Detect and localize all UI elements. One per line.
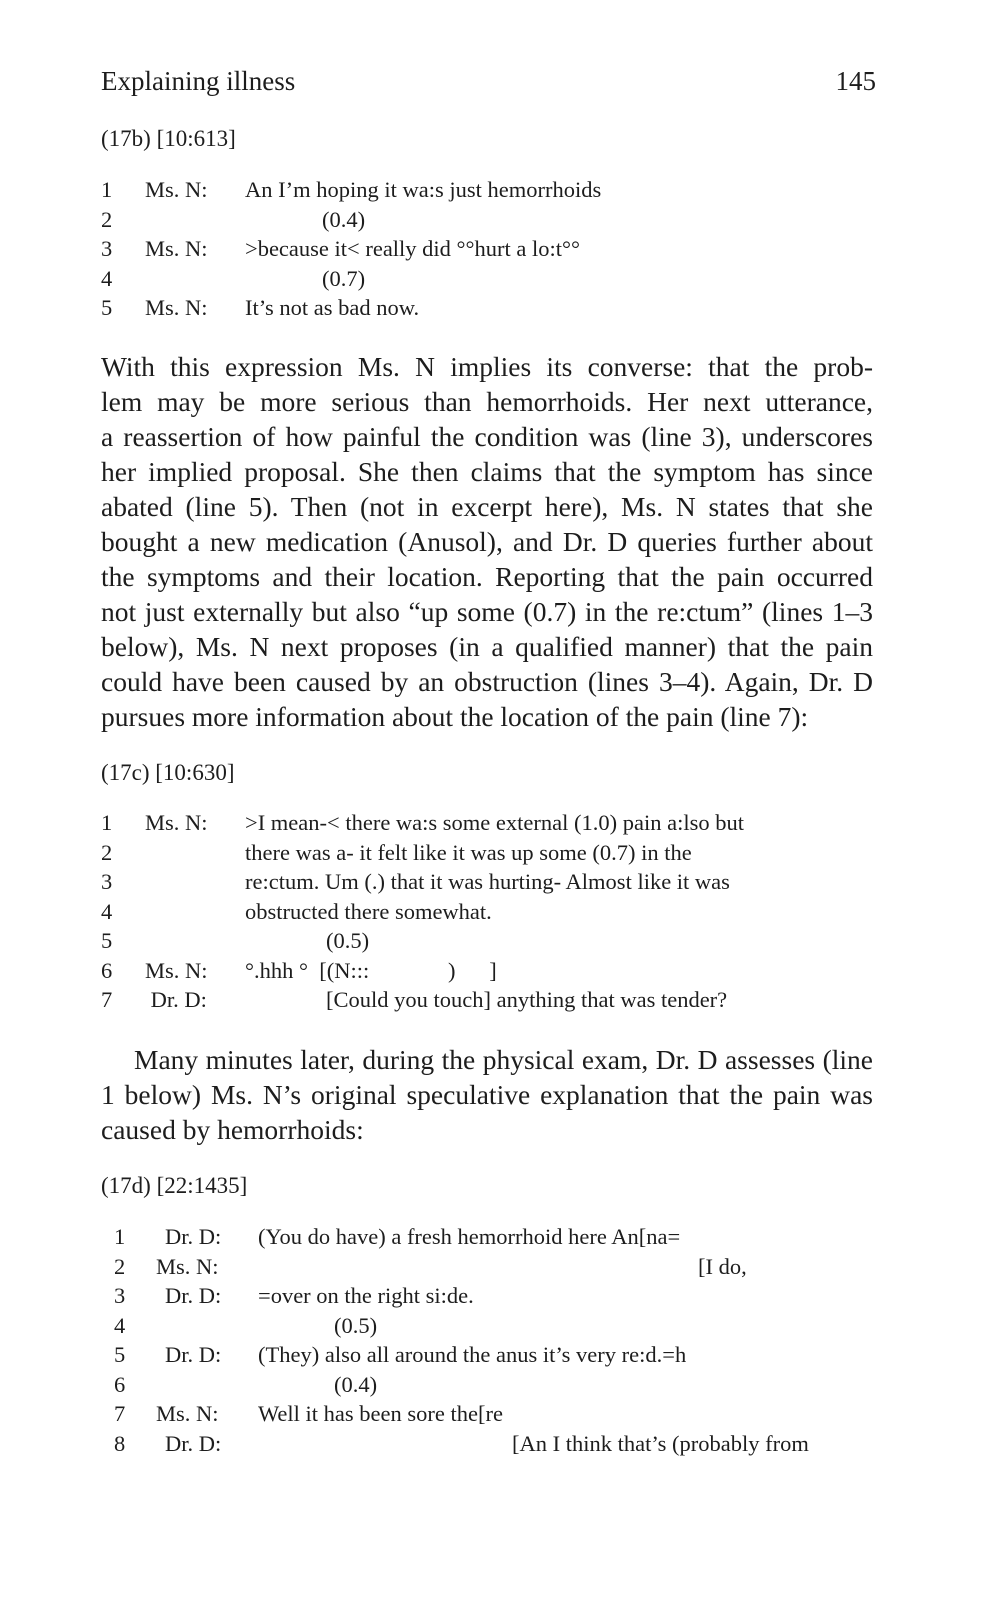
utterance: °.hhh ° [(N::: ) ] <box>245 957 497 983</box>
excerpt-17b-transcript <box>0 175 988 323</box>
utterance: >I mean-< there wa:s some external (1.0) pain a:lso but <box>245 810 744 835</box>
transcript-line <box>0 1281 988 1311</box>
paragraph-line: With this expression Ms. N implies its converse: that the prob- <box>101 351 873 382</box>
speaker: Ms. N: <box>145 177 208 202</box>
utterance: An I’m hoping it wa:s just hemorrhoids <box>245 177 602 202</box>
line-number: 1 <box>101 810 113 835</box>
transcript-line <box>0 293 988 323</box>
utterance: [I do, <box>698 1253 747 1279</box>
pause: (0.5) <box>326 928 370 953</box>
excerpt-17b-label: (17b) [10:613] <box>101 126 236 151</box>
line-number: 5 <box>101 295 113 320</box>
transcript-line <box>0 808 988 838</box>
speaker: Ms. N: <box>156 1253 219 1279</box>
utterance: (They) also all around the anus it’s very re:d.=h <box>258 1342 687 1367</box>
paragraph-line: could have been caused by an obstruction (lines 3–4). Again, Dr. D <box>101 666 873 697</box>
line-number: 4 <box>101 898 113 924</box>
line-number: 4 <box>101 265 113 291</box>
line-number: 2 <box>114 1253 126 1279</box>
line-number: 6 <box>114 1371 126 1397</box>
speaker: Ms. N: <box>156 1401 219 1426</box>
excerpt-17d-label: (17d) [22:1435] <box>101 1173 248 1198</box>
body-paragraph-2 <box>101 1042 873 1147</box>
utterance: Well it has been sore the[re <box>258 1401 503 1426</box>
speaker: Dr. D: <box>165 1430 222 1456</box>
line-number: 1 <box>114 1224 126 1249</box>
transcript-line <box>0 867 988 897</box>
line-number: 3 <box>101 869 113 894</box>
speaker: Dr. D: <box>145 987 207 1012</box>
transcript-line <box>0 1252 988 1282</box>
transcript-line <box>0 956 988 986</box>
pause: (0.4) <box>322 206 366 232</box>
speaker: Ms. N: <box>145 295 208 320</box>
body-paragraph-1 <box>101 349 873 734</box>
speaker: Ms. N: <box>145 957 208 983</box>
transcript-line <box>0 234 988 264</box>
line-number: 7 <box>101 987 113 1012</box>
speaker: Dr. D: <box>165 1224 222 1249</box>
utterance: there was a- it felt like it was up some (0.7) in the <box>245 839 692 865</box>
transcript-line <box>0 926 988 956</box>
line-number: 1 <box>101 177 113 202</box>
transcript-line <box>0 175 988 205</box>
paragraph-line: caused by hemorrhoids: <box>101 1114 364 1145</box>
transcript-line <box>0 1222 988 1252</box>
line-number: 4 <box>114 1312 126 1338</box>
paragraph-line: pursues more information about the location of the pain (line 7): <box>101 701 809 732</box>
utterance: (You do have) a fresh hemorrhoid here An[na= <box>258 1224 681 1249</box>
excerpt-17d-transcript <box>0 1222 988 1458</box>
line-number: 2 <box>101 839 113 865</box>
paragraph-line: abated (line 5). Then (not in excerpt here), Ms. N states that she <box>101 491 873 522</box>
transcript-line <box>0 897 988 927</box>
line-number: 5 <box>114 1342 126 1367</box>
line-number: 5 <box>101 928 113 953</box>
speaker: Dr. D: <box>165 1283 222 1308</box>
pause: (0.4) <box>334 1371 378 1397</box>
transcript-line <box>0 1370 988 1400</box>
paragraph-line: lem may be more serious than hemorrhoids. Her next utterance, <box>101 386 873 417</box>
transcript-line <box>0 1399 988 1429</box>
excerpt-17c-label: (17c) [10:630] <box>101 760 235 785</box>
speaker: Ms. N: <box>145 810 208 835</box>
line-number: 3 <box>114 1283 126 1308</box>
transcript-line <box>0 838 988 868</box>
speaker: Ms. N: <box>145 236 208 261</box>
page-number: 145 <box>835 66 876 96</box>
line-number: 7 <box>114 1401 126 1426</box>
line-number: 8 <box>114 1430 126 1456</box>
utterance: re:ctum. Um (.) that it was hurting- Almost like it was <box>245 869 730 894</box>
paragraph-line: her implied proposal. She then claims that the symptom has since <box>101 456 873 487</box>
speaker: Dr. D: <box>165 1342 222 1367</box>
pause: (0.5) <box>334 1312 378 1338</box>
paragraph-line: 1 below) Ms. N’s original speculative explanation that the pain was <box>101 1079 873 1110</box>
transcript-line <box>0 264 988 294</box>
utterance: >because it< really did °°hurt a lo:t°° <box>245 236 581 261</box>
paragraph-line: not just externally but also “up some (0.7) in the re:ctum” (lines 1–3 <box>101 596 873 627</box>
utterance: It’s not as bad now. <box>245 295 420 320</box>
paragraph-line: Many minutes later, during the physical exam, Dr. D assesses (line <box>134 1044 873 1075</box>
transcript-line <box>0 1340 988 1370</box>
transcript-line <box>0 985 988 1015</box>
utterance: [Could you touch] anything that was tender? <box>326 987 728 1012</box>
utterance: [An I think that’s (probably from <box>512 1430 809 1456</box>
transcript-line <box>0 1429 988 1459</box>
paragraph-line: a reassertion of how painful the condition was (line 3), underscores <box>101 421 873 452</box>
pause: (0.7) <box>322 265 366 291</box>
transcript-line <box>0 205 988 235</box>
utterance: obstructed there somewhat. <box>245 898 492 924</box>
paragraph-line: bought a new medication (Anusol), and Dr. D queries further about <box>101 526 873 557</box>
line-number: 3 <box>101 236 113 261</box>
paragraph-line: the symptoms and their location. Reporting that the pain occurred <box>101 561 873 592</box>
line-number: 2 <box>101 206 113 232</box>
excerpt-17c-transcript <box>0 808 988 1015</box>
transcript-line <box>0 1311 988 1341</box>
line-number: 6 <box>101 957 113 983</box>
utterance: =over on the right si:de. <box>258 1283 474 1308</box>
paragraph-line: below), Ms. N next proposes (in a qualified manner) that the pain <box>101 631 873 662</box>
running-head-title: Explaining illness <box>101 66 296 96</box>
